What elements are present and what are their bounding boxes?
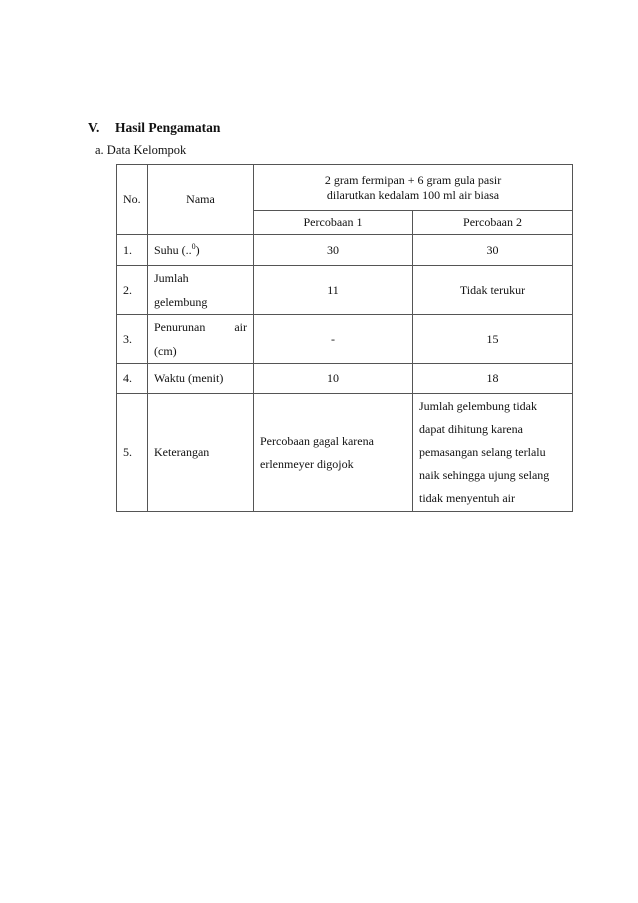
row-number: 1.	[117, 235, 148, 266]
row-name-line1: Jumlah	[154, 271, 189, 285]
row-trial1: 30	[254, 235, 413, 266]
row-number: 5.	[117, 394, 148, 512]
row-name-word2: air	[234, 320, 247, 334]
observation-table	[116, 164, 573, 512]
header-group	[254, 165, 573, 211]
section-heading	[88, 120, 220, 136]
row-trial2: 15	[413, 315, 573, 364]
header-no: No.	[117, 165, 148, 235]
row-trial1: 10	[254, 364, 413, 394]
row-trial2: Tidak terukur	[413, 266, 573, 315]
row-number: 3.	[117, 315, 148, 364]
row-trial2: 30	[413, 235, 573, 266]
row-trial1	[254, 394, 413, 512]
header-trial1: Percobaan 1	[254, 211, 413, 235]
header-group-line2: dilarutkan kedalam 100 ml air biasa	[326, 187, 500, 202]
row-trial1: 11	[254, 266, 413, 315]
row-trial1-line2: erlenmeyer digojok	[260, 456, 354, 471]
row-name: Keterangan	[148, 394, 254, 512]
table-row	[117, 364, 573, 394]
row-name	[148, 266, 254, 315]
header-nama: Nama	[148, 165, 254, 235]
row-name	[148, 235, 254, 266]
row-trial2-line1: Jumlah gelembung tidak	[419, 399, 537, 413]
subsection-heading: a. Data Kelompok	[95, 143, 187, 157]
row-trial2	[413, 394, 573, 512]
row-name: Waktu (menit)	[148, 364, 254, 394]
table-row	[117, 315, 573, 364]
table-row	[117, 394, 573, 512]
row-name-suffix: )	[195, 242, 200, 257]
row-name-line2: gelembung	[154, 295, 208, 309]
row-trial2: 18	[413, 364, 573, 394]
row-number: 2.	[117, 266, 148, 315]
section-title: Hasil Pengamatan	[115, 120, 221, 135]
row-name-line2: (cm)	[154, 344, 177, 358]
row-name-line1	[154, 315, 247, 339]
table-row	[117, 266, 573, 315]
row-name	[148, 315, 254, 364]
row-trial1-line1: Percobaan gagal karena	[260, 433, 374, 448]
row-number: 4.	[117, 364, 148, 394]
table-header-row	[117, 165, 573, 211]
row-name-word1: Penurunan	[154, 320, 206, 334]
row-trial2-line5: tidak menyentuh air	[419, 491, 515, 505]
header-group-line1: 2 gram fermipan + 6 gram gula pasir	[324, 172, 502, 187]
row-trial2-line2: dapat dihitung karena	[419, 422, 523, 436]
row-name-text: Suhu (..	[154, 242, 192, 257]
header-trial2: Percobaan 2	[413, 211, 573, 235]
table-row	[117, 235, 573, 266]
section-number: V.	[88, 120, 100, 135]
row-name-superscript: 0	[191, 241, 196, 251]
row-trial1: -	[254, 315, 413, 364]
row-trial2-line3: pemasangan selang terlalu	[419, 445, 546, 459]
row-trial2-line4: naik sehingga ujung selang	[419, 468, 550, 482]
